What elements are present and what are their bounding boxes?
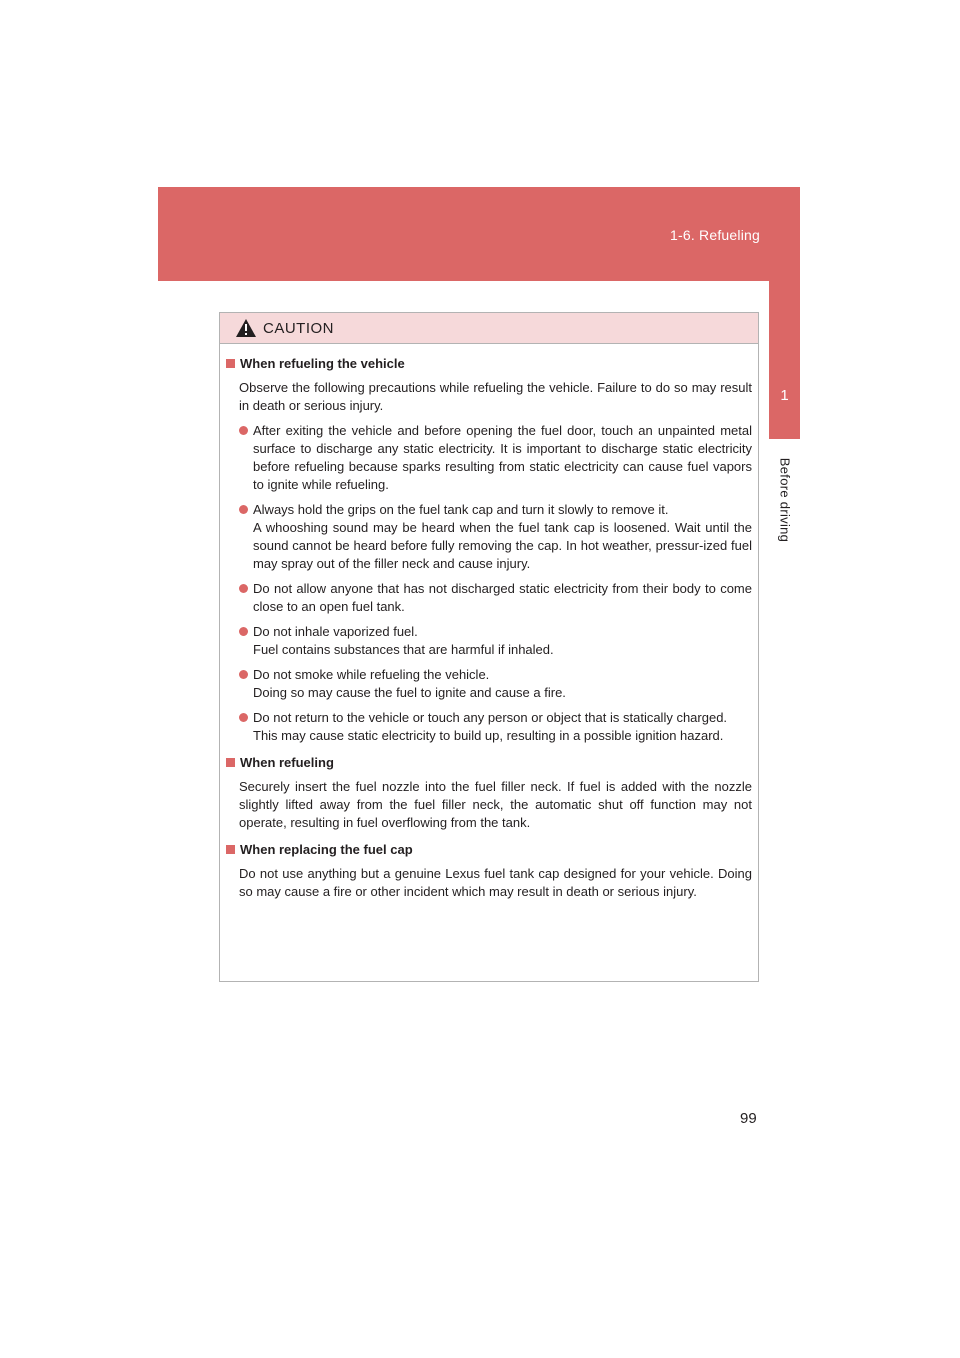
- section-intro: Observe the following precautions while refueling the vehicle. Failure to do so may result in death or serious injury.: [239, 380, 752, 413]
- list-item: Always hold the grips on the fuel tank cap and turn it slowly to remove it. A whooshing sound may be heard when the fuel tank cap is loosened. Wait until the sound cannot be heard before fully removing the cap. In hot weather, pressur-ized fuel may spray out of the filler neck and cause injury.: [239, 501, 752, 573]
- bullet-dot-icon: [239, 627, 248, 636]
- bullet-dot-icon: [239, 426, 248, 435]
- list-item: After exiting the vehicle and before opening the fuel door, touch an unpainted metal surface to discharge any static electricity. It is important to discharge static electricity before refueling because sparks resulting from static electricity can cause fuel vapors to ignite while refueling.: [239, 422, 752, 494]
- bullet-dot-icon: [239, 505, 248, 514]
- section-heading: When replacing the fuel cap: [226, 841, 752, 859]
- warning-triangle-icon: [235, 318, 257, 338]
- header-band: [158, 187, 800, 281]
- list-item: Do not return to the vehicle or touch any person or object that is statically charged. This may cause static electricity to build up, resulting in a possible ignition hazard.: [239, 709, 752, 745]
- section-title: 1-6. Refueling: [670, 227, 760, 243]
- square-bullet-icon: [226, 359, 235, 368]
- section-heading: When refueling: [226, 754, 752, 772]
- caution-box: [219, 312, 759, 982]
- bullet-dot-icon: [239, 670, 248, 679]
- list-item: Do not inhale vaporized fuel. Fuel contains substances that are harmful if inhaled.: [239, 623, 752, 659]
- caution-body: [220, 344, 758, 901]
- bullet-dot-icon: [239, 713, 248, 722]
- chapter-tab: [769, 281, 800, 439]
- page-number: 99: [740, 1110, 757, 1127]
- chapter-number: 1: [780, 387, 789, 404]
- list-item: Do not allow anyone that has not discharged static electricity from their body to come close to an open fuel tank.: [239, 580, 752, 616]
- list-item: Do not smoke while refueling the vehicle. Doing so may cause the fuel to ignite and cause a fire.: [239, 666, 752, 702]
- chapter-label: Before driving: [777, 457, 793, 543]
- section-intro: Do not use anything but a genuine Lexus fuel tank cap designed for your vehicle. Doing so may cause a fire or other incident which may result in death or serious injury.: [239, 866, 752, 899]
- square-bullet-icon: [226, 845, 235, 854]
- section-heading: When refueling the vehicle: [226, 355, 752, 373]
- caution-title: CAUTION: [263, 319, 334, 337]
- bullet-dot-icon: [239, 584, 248, 593]
- caution-header: [220, 313, 758, 344]
- square-bullet-icon: [226, 758, 235, 767]
- section-intro: Securely insert the fuel nozzle into the fuel filler neck. If fuel is added with the nozzle slightly lifted away from the fuel filler neck, the automatic shut off function may not operate, resulting in fuel overflowing from the tank.: [239, 779, 752, 830]
